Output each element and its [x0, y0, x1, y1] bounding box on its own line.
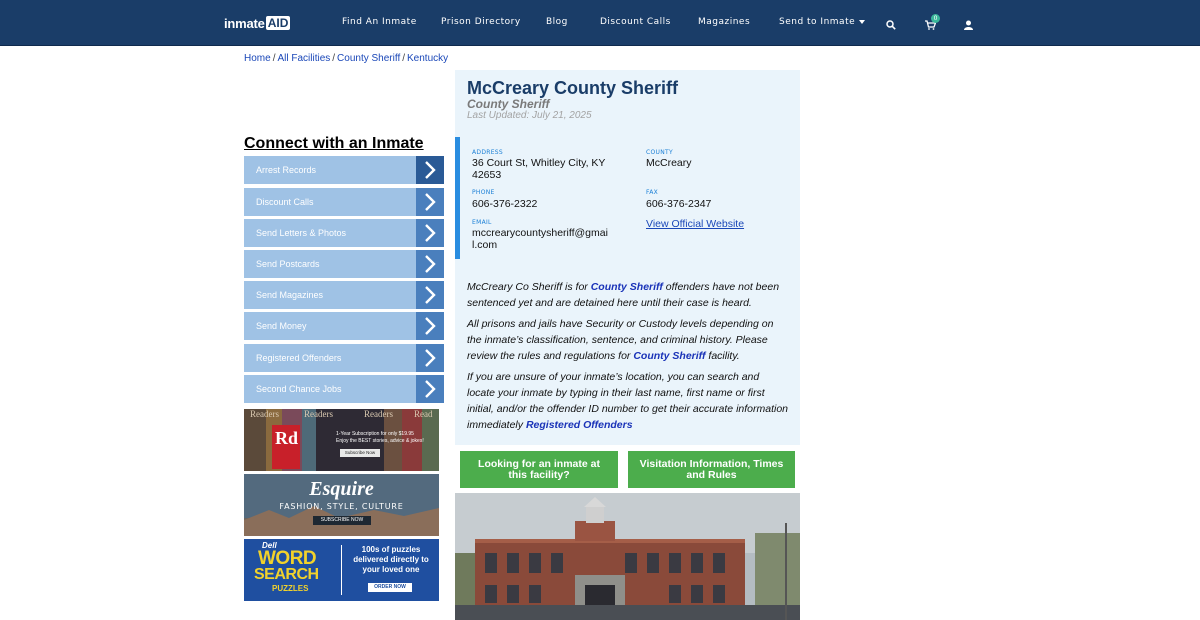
word-search-description: 100s of puzzles delivered directly to your loved one	[353, 545, 429, 574]
breadcrumb-separator: /	[272, 53, 276, 64]
facility-photo	[455, 493, 800, 620]
breadcrumb-kentucky[interactable]: Kentucky	[407, 53, 449, 64]
address-label: ADDRESS	[472, 149, 504, 156]
chevron-right-icon	[416, 250, 444, 278]
nav-prison-directory[interactable]: Prison Directory	[441, 17, 521, 27]
search-icon[interactable]	[886, 17, 898, 29]
nav-blog[interactable]: Blog	[546, 17, 568, 27]
sidebar-item-registered-offenders[interactable]	[244, 344, 444, 372]
facility-title: McCreary County Sheriff	[467, 78, 679, 98]
sidebar-item-arrest-records[interactable]	[244, 156, 444, 184]
chevron-right-icon	[416, 375, 444, 403]
svg-text:Readers: Readers	[304, 409, 333, 419]
desc-p3-text-a: If you are unsure of your inmate’s location, you can search and locate your inmate by typing in their last name, first name or first initial, and/or the offender ID number to get their accurate information immediately	[467, 371, 789, 431]
nav-send-to-inmate[interactable]	[779, 17, 865, 27]
description-paragraph-1	[467, 279, 789, 311]
county-sheriff-link[interactable]: County Sheriff	[633, 350, 706, 362]
description-paragraph-2	[467, 316, 789, 364]
sidebar-item-label: Send Postcards	[256, 259, 320, 269]
breadcrumb-separator: /	[402, 53, 406, 64]
breadcrumb-home[interactable]: Home	[244, 53, 271, 64]
rd-line1: 1-Year Subscription for only $19.95	[336, 431, 414, 437]
word-search-title-search: SEARCH	[254, 566, 319, 583]
svg-text:Read: Read	[414, 409, 433, 419]
sidebar-item-second-chance-jobs[interactable]	[244, 375, 444, 403]
fax-value: 606-376-2347	[646, 198, 712, 210]
chevron-right-icon	[416, 156, 444, 184]
nav-discount-calls[interactable]: Discount Calls	[600, 17, 671, 27]
sidebar-item-send-postcards[interactable]	[244, 250, 444, 278]
readers-digest-ad[interactable]	[244, 409, 439, 471]
cart-count-badge: 0	[931, 14, 940, 23]
svg-text:Readers: Readers	[364, 409, 393, 419]
word-search-order-button[interactable]: ORDER NOW	[368, 583, 412, 592]
email-label: EMAIL	[472, 219, 492, 226]
site-logo[interactable]	[224, 15, 290, 31]
desc-p1-text-b: offenders have not been sentenced yet and are detained here until their case is heard.	[467, 281, 780, 309]
logo-text-inmate: inmate	[224, 15, 265, 31]
nav-send-to-inmate-label: Send to Inmate	[779, 17, 856, 27]
rd-logo-text: Rd	[275, 428, 299, 448]
phone-label: PHONE	[472, 189, 495, 196]
registered-offenders-link[interactable]: Registered Offenders	[525, 419, 633, 431]
dell-brand: Dell	[262, 541, 277, 550]
sidebar-item-label: Registered Offenders	[256, 353, 342, 363]
chevron-right-icon	[416, 219, 444, 247]
sidebar-item-discount-calls[interactable]	[244, 188, 444, 216]
facility-type: County Sheriff	[467, 97, 550, 111]
official-website-link[interactable]: View Official Website	[646, 218, 745, 230]
breadcrumb	[244, 53, 448, 64]
desc-p2-text-a: All prisons and jails have Security or Custody levels depending on the inmate’s classification, sentence, and criminal history. Please review the rules and regulations for	[467, 318, 774, 362]
phone-value[interactable]: 606-376-2322	[472, 198, 538, 210]
word-search-divider	[341, 545, 342, 595]
desc-p2-text-b: facility.	[705, 350, 740, 362]
county-sheriff-link[interactable]: County Sheriff	[590, 281, 663, 293]
top-navbar	[0, 0, 1200, 46]
chevron-right-icon	[416, 312, 444, 340]
sidebar-item-label: Send Letters & Photos	[256, 228, 347, 238]
esquire-subscribe-button[interactable]: SUBSCRIBE NOW	[313, 516, 371, 525]
breadcrumb-all-facilities[interactable]: All Facilities	[277, 53, 331, 64]
rd-line2: Enjoy the BEST stories, advice & jokes!	[336, 438, 424, 444]
user-icon[interactable]	[964, 17, 976, 29]
visitation-info-button[interactable]	[628, 451, 795, 488]
connect-with-inmate-heading[interactable]: Connect with an Inmate	[244, 135, 424, 152]
chevron-right-icon	[416, 281, 444, 309]
nav-magazines[interactable]: Magazines	[698, 17, 751, 27]
info-accent-bar	[455, 137, 460, 259]
county-label: COUNTY	[646, 149, 673, 156]
word-search-title-puzzles: PUZZLES	[272, 584, 309, 593]
word-search-ad[interactable]	[244, 539, 439, 601]
sidebar-item-label: Send Magazines	[256, 290, 324, 300]
chevron-right-icon	[416, 188, 444, 216]
sidebar-item-label: Discount Calls	[256, 197, 314, 207]
sidebar-item-send-magazines[interactable]	[244, 281, 444, 309]
chevron-right-icon	[416, 344, 444, 372]
word-search-title-word: WORD	[258, 548, 317, 569]
logo-text-aid: AID	[267, 16, 289, 30]
breadcrumb-separator: /	[332, 53, 336, 64]
sidebar-item-label: Second Chance Jobs	[256, 384, 342, 394]
sidebar-item-send-letters-photos[interactable]	[244, 219, 444, 247]
looking-for-inmate-label: Looking for an inmate at this facility?	[478, 457, 600, 481]
nav-find-inmate[interactable]: Find An Inmate	[342, 17, 417, 27]
esquire-ad[interactable]	[244, 474, 439, 536]
county-value: McCreary	[646, 157, 692, 169]
visitation-info-label: Visitation Information, Times and Rules	[639, 457, 784, 481]
facility-last-updated: Last Updated: July 21, 2025	[467, 110, 592, 121]
esquire-tagline: FASHION, STYLE, CULTURE	[279, 502, 404, 511]
looking-for-inmate-button[interactable]	[460, 451, 618, 488]
address-value: 36 Court St, Whitley City, KY 42653	[472, 157, 606, 181]
desc-p1-text-a: McCreary Co Sheriff is for	[467, 281, 591, 293]
description-paragraph-3	[467, 369, 789, 433]
email-value[interactable]: mccrearycountysheriff@gmail.com	[472, 227, 608, 251]
svg-text:Readers: Readers	[250, 409, 279, 419]
rd-subscribe-button[interactable]: Subscribe Now	[340, 449, 380, 457]
sidebar-item-label: Send Money	[256, 321, 307, 331]
breadcrumb-county-sheriff[interactable]: County Sheriff	[337, 53, 401, 64]
fax-label: FAX	[646, 189, 659, 196]
esquire-title: Esquire	[309, 478, 374, 500]
sidebar-item-send-money[interactable]	[244, 312, 444, 340]
chevron-down-icon	[859, 20, 865, 24]
sidebar-item-label: Arrest Records	[256, 165, 317, 175]
